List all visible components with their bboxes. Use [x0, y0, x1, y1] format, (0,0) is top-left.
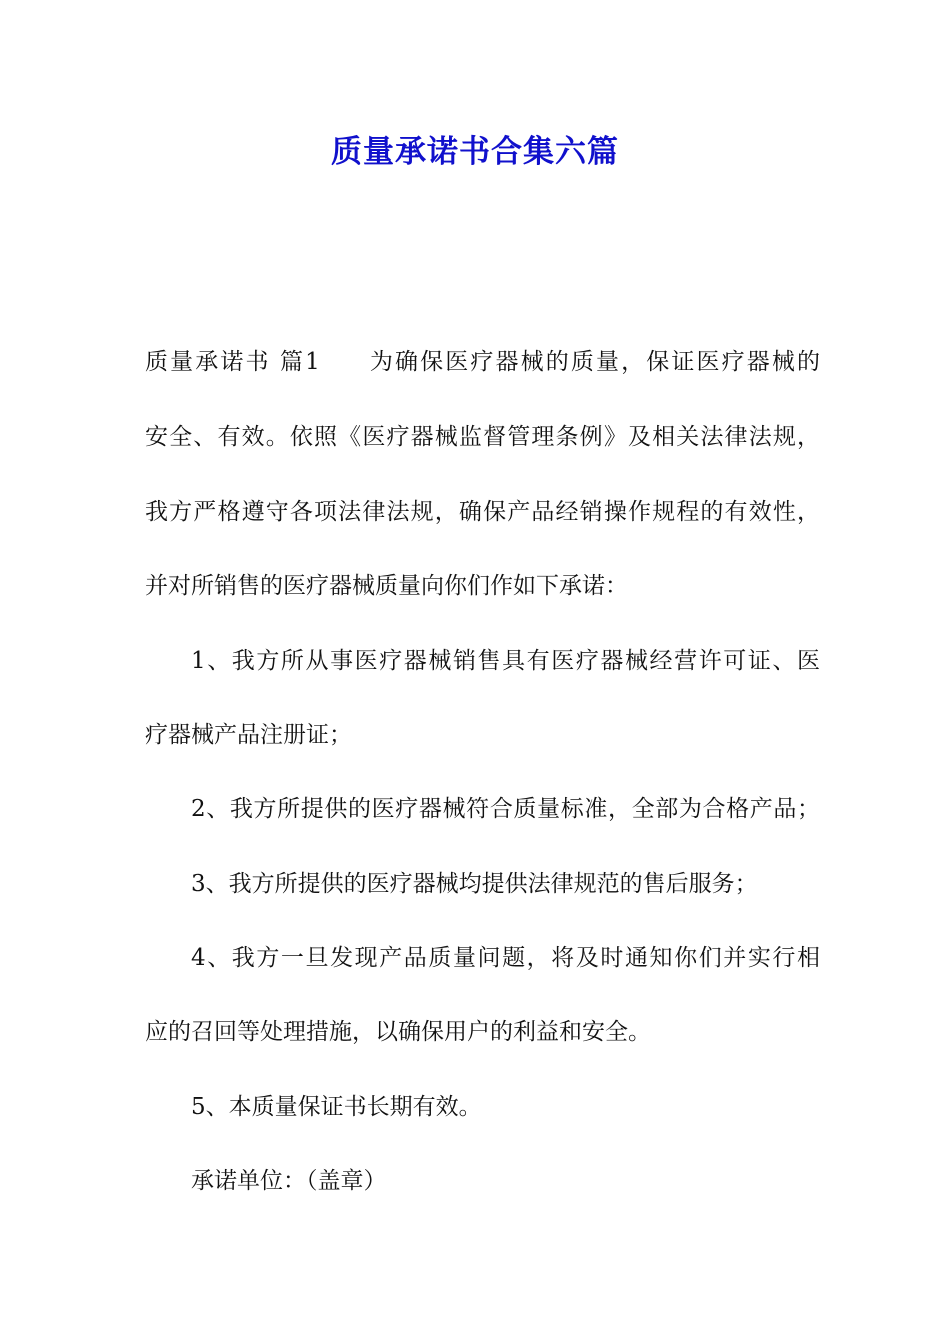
section-label: 质量承诺书 篇1	[145, 349, 320, 375]
list-item-1-line-1: 1、我方所从事医疗器械销售具有医疗器械经营许可证、医	[191, 648, 820, 674]
paragraph-line-1	[145, 342, 820, 382]
list-item-5: 5、本质量保证书长期有效。	[191, 1094, 482, 1120]
signature-line: 承诺单位：（盖章）	[191, 1168, 387, 1194]
paragraph-text: 为确保医疗器械的质量，保证医疗器械的	[367, 349, 821, 375]
list-item-4-line-2: 应的召回等处理措施，以确保用户的利益和安全。	[145, 1019, 651, 1045]
paragraph-line-2: 安全、有效。依照《医疗器械监督管理条例》及相关法律法规，	[145, 424, 820, 450]
document-title: 质量承诺书合集六篇	[331, 134, 619, 170]
paragraph-line-4: 并对所销售的医疗器械质量向你们作如下承诺：	[145, 573, 628, 599]
list-item-1-line-2: 疗器械产品注册证；	[145, 722, 352, 748]
list-item-2: 2、我方所提供的医疗器械符合质量标准，全部为合格产品；	[191, 796, 820, 822]
paragraph-line-3: 我方严格遵守各项法律法规，确保产品经销操作规程的有效性，	[145, 499, 820, 525]
list-item-3: 3、我方所提供的医疗器械均提供法律规范的售后服务；	[191, 871, 758, 897]
list-item-4-line-1: 4、我方一旦发现产品质量问题，将及时通知你们并实行相	[191, 945, 820, 971]
